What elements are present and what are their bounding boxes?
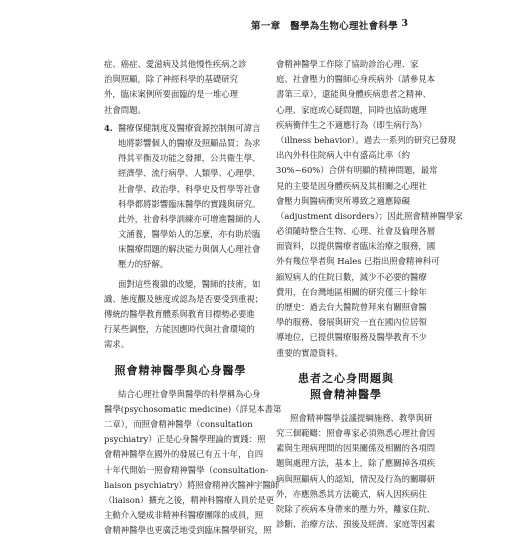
text-line: 必須隨時整合生物、心理、社會及倫理各層: [276, 226, 436, 237]
text-line: 縮短病人的住院日數，減少不必要的醫療: [276, 271, 427, 282]
text-line: 治與照顧，除了神經科學的基礎研究: [104, 74, 238, 85]
text-line: 院除了疾病本身帶來的壓力外，離家住院、: [276, 503, 436, 514]
section-heading: [276, 371, 416, 403]
text-line: （liaison）擴充之後，精神科醫療人員於是更: [104, 494, 275, 505]
text-line: 的歷史：過去台大醫院曾拜來有關照會醫: [276, 302, 427, 312]
item-body: [118, 121, 261, 273]
text-line: 主動介入變成非精神科醫療團隊的成員，照: [104, 510, 264, 521]
text-line: 壓力的紓解。: [118, 259, 169, 270]
text-line: 面資料，以提供醫療者臨床治療之服務，國: [276, 241, 436, 252]
text-line: 心理、家庭或心疑問題，同時也協助處理: [276, 104, 427, 115]
text-line: 書第三章），還能與身體疾病患者之精神、: [276, 89, 431, 100]
text-line: （illness behavior）。過去一系列的研究已發現: [276, 134, 456, 145]
text-line: 社會學、政治學、科學史及哲學等社會: [118, 183, 261, 194]
text-line: 結合心理社會學與醫學的科學稱為心身: [118, 388, 261, 399]
text-line: liaison psychiatry）將照會精神次醫神宇醫師: [104, 479, 280, 490]
text-line: 文涵養，醫學始人的怎麼，亦有助於臨: [118, 229, 261, 240]
text-line: 十年代開始一照會精神醫學（consultation-: [104, 464, 269, 475]
text-line: 30%~60%）合併有明顯的精神問題，最常: [276, 165, 438, 176]
numbered-item-4: [104, 121, 261, 273]
text-line: 得其平衡及功能之發揮，公共衛生學、: [118, 153, 261, 164]
left-column: [104, 57, 282, 538]
text-line: 外有幾位學者與 Hales 已指出照會精神科可: [276, 256, 440, 267]
text-line: 行某些調整，方能因應時代與社會環境的: [104, 324, 255, 335]
paragraph: [276, 411, 436, 533]
text-line: 會精神醫學工作除了協助診治心理、家: [276, 59, 419, 69]
text-line: 題與處理方法，基本上，除了應關掉各項疾: [276, 458, 436, 469]
text-line: 重要的實證資料。: [276, 347, 343, 358]
text-line: 地將影響個人的醫療及照顧品質；為求: [118, 137, 261, 148]
text-line: 外，亦應熟悉其方法範式，病人因疾病住: [276, 488, 427, 499]
text-line: 學的服務、發展與研究一直在國內位居領: [276, 317, 427, 328]
text-line: 經濟學、流行病學、人類學、心理學、: [118, 168, 261, 179]
text-line: 醫療保健制度及醫療資源控制無可諱言: [118, 122, 261, 133]
text-line: 究三個範疇：照會專家必須熟悉心理社會因: [276, 427, 436, 438]
page-number: 3: [401, 18, 408, 29]
text-line: 需求。: [104, 339, 130, 350]
text-line: 醫學(psychosomatic medicine)（詳見本書第: [104, 403, 282, 414]
text-line: 此外，社會科學訓練亦可增進醫師的人: [118, 213, 261, 224]
text-line: 面對這些複雜的改變，醫師的技術，如: [118, 278, 261, 289]
text-line: 疾病衝伴生之不適應行為（即生病行為）: [276, 119, 427, 130]
text-line: 社會問題。: [104, 104, 146, 115]
text-line: 費用，在台灣地區相關的研究僅三十餘年: [276, 286, 427, 297]
right-column: [276, 57, 463, 532]
text-line: 導地位，已提供醫療服務及醫學教育不少: [276, 332, 427, 343]
paragraph: [104, 277, 264, 353]
text-line: 床醫療問題的解決能力與個人心理社會: [118, 244, 261, 255]
section-heading: 照會精神醫學與心身醫學: [114, 363, 247, 377]
text-line: 識、態度觀及態度或認為是否要受到重視；: [104, 293, 264, 304]
text-line: 科學都將影響臨床醫學的實踐與研究。: [118, 198, 261, 209]
text-line: 診斷、治療方法、預後及經濟、家庭等因素: [276, 519, 436, 530]
text-line: 庭、社會壓力的醫師心身疾病外（請參見本: [276, 74, 436, 85]
paragraph: [276, 57, 463, 361]
text-line: 傳統的醫學教育體系與教育目標勢必要進: [104, 309, 255, 319]
text-line: 症、癌症、愛滋病及其他慢性疾病之診: [104, 59, 247, 69]
section-heading-line: 患者之心身問題與: [298, 371, 394, 385]
text-line: 二章），而照會精神醫學（consultation: [104, 418, 253, 429]
page-header: [0, 0, 520, 40]
text-line: 會精神醫學在國外的發展已有五十年，自四: [104, 449, 264, 460]
running-title: 第一章 醫學為生物心理社會科學: [250, 21, 398, 32]
text-line: 見的主要是因身體疾病及其相關之心理社: [276, 180, 427, 191]
text-line: 出內外科住院病人中有盛高比率（約: [276, 150, 410, 161]
text-line: 病與照顧病人的認知，情況及行為的關聯研: [276, 473, 436, 484]
text-line: 會精神醫學也更廣泛地受到臨床醫學研究，照: [104, 525, 272, 536]
text-line: 會壓力與醫病衝突所導致之適應障礙: [276, 195, 410, 206]
text-line: 素與生理病理間的因果關係及相關的各項問: [276, 443, 436, 454]
section-heading-line: 照會精神醫學: [310, 387, 382, 401]
text-line: psychiatry）正是心身醫學理論的實踐：照: [104, 434, 266, 445]
intro-paragraph: [104, 57, 257, 118]
paragraph: [104, 387, 282, 538]
text-line: 外，臨床案例所要面臨的是一堆心理: [104, 89, 238, 100]
item-number: 4.: [104, 122, 113, 133]
text-line: 照會精神醫學益議提綱施務、教學與研: [290, 412, 433, 423]
text-line: （adjustment disorders）；因此照會精神醫學家: [276, 210, 463, 221]
